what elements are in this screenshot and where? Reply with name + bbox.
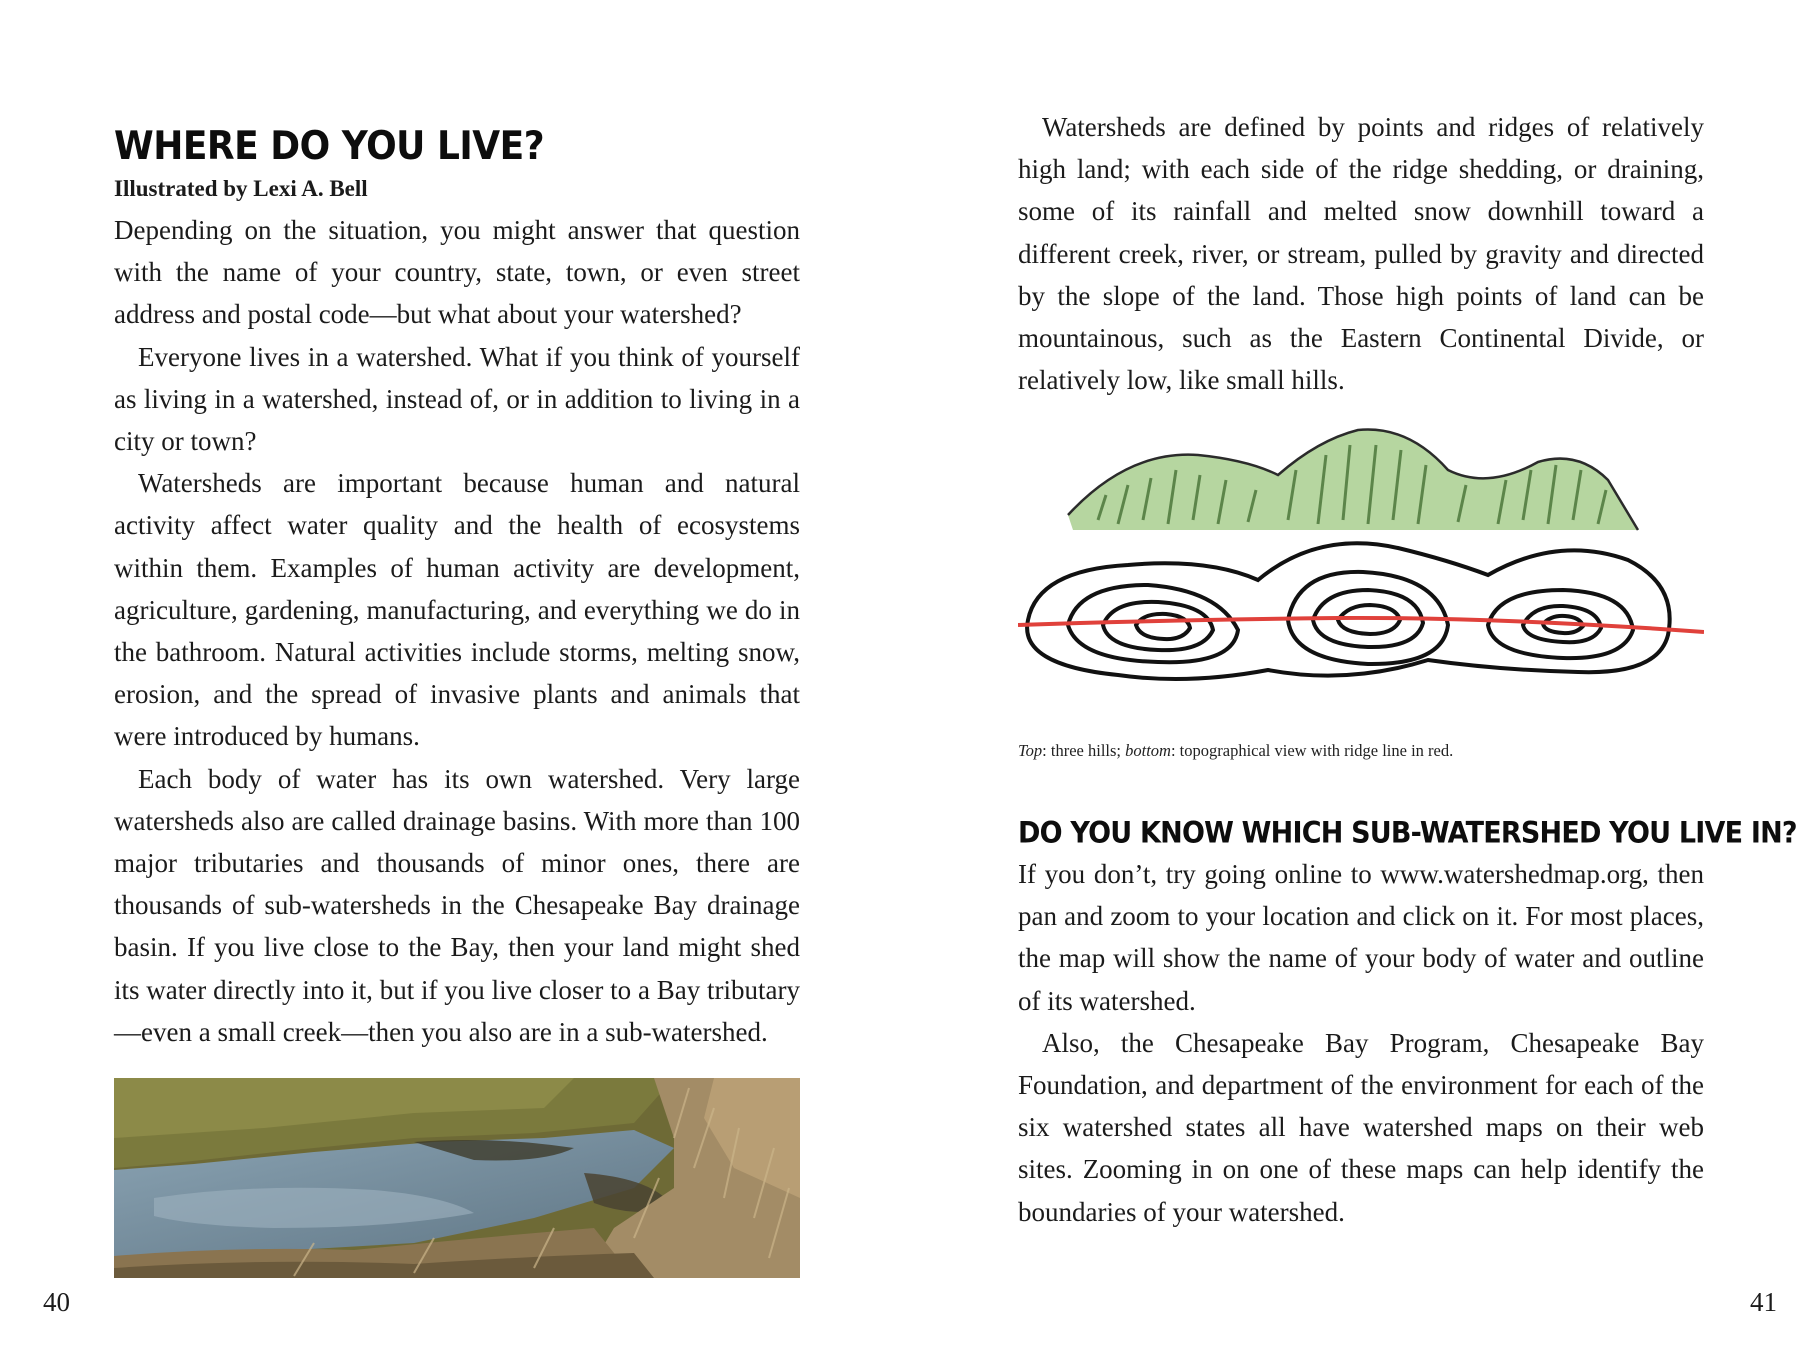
hills-illustration (1018, 420, 1704, 715)
paragraph: Everyone lives in a watershed. What if you think of yourself as living in a watershed, instead of, or in addition to living in a city or town? (114, 341, 800, 457)
paragraph: Also, the Chesapeake Bay Program, Chesapeake Bay Foundation, and department of the environment for each of the six watershed states all have watershed maps on their web sites. Zooming in on one of these maps can help identify the boundaries of your watershed. (1018, 1027, 1704, 1227)
right-top-text (1018, 106, 1704, 401)
right-page (900, 0, 1800, 1350)
paragraph: If you don’t, try going online to www.watershedmap.org, then pan and zoom to your location and click on it. For most places, the map will show the name of your body of water and outline of its watershed. (1018, 859, 1704, 1016)
hills-and-contour-diagram (1018, 420, 1704, 715)
right-bottom-text (1018, 853, 1704, 1233)
paragraph: Watersheds are important because human and natural activity affect water quality and the health of ecosystems within them. Examples of human activity are development, agriculture, gardening, manufacturing, and everything we do in the bathroom. Natural activities include storms, melting snow, erosion, and the spread of invasive plants and animals that were introduced by humans. (114, 468, 800, 752)
section-heading: WHERE DO YOU LIVE? (114, 124, 545, 170)
caption-top-text: : three hills; (1042, 741, 1126, 760)
paragraph: Watersheds are defined by points and ridges of relatively high land; with each side of the ridge shedding, or draining, some of its rainfall and melted snow downhill toward a different creek, river, or stream, pulled by gravity and directed by the slope of the land. Those high points of land can be mountainous, such as the Eastern Continental Divide, or relatively low, like small hills. (1018, 112, 1704, 396)
page-number: 41 (1750, 1287, 1777, 1317)
caption-bottom-label: bottom (1125, 741, 1171, 760)
illustrator-credit: Illustrated by Lexi A. Bell (114, 176, 368, 201)
paragraph: Each body of water has its own watershed. Very large watersheds also are called drainage basins. With more than 100 major tributaries and thousands of minor ones, there are thousands of sub-watersheds in the Chesapeake Bay drainage basin. If you live close to the Bay, then your land might shed its water directly into it, but if you live closer to a Bay tributary—even a small creek—then you also are in a sub-watershed. (114, 763, 800, 1047)
contour-lines (1027, 543, 1670, 679)
creek-photo-image (114, 1078, 800, 1278)
page-number: 40 (43, 1287, 70, 1317)
creek-photo (114, 1078, 800, 1278)
left-body-text (114, 209, 800, 1053)
subsection-heading: DO YOU KNOW WHICH SUB-WATERSHED YOU LIVE IN? (1018, 816, 1797, 851)
illustration-caption (1018, 741, 1453, 761)
caption-bottom-text: : topographical view with ridge line in red. (1170, 741, 1454, 760)
paragraph: Depending on the situation, you might answer that question with the name of your country, state, town, or even street address and postal code—but what about your watershed? (114, 215, 800, 330)
caption-top-label: Top (1018, 741, 1043, 760)
